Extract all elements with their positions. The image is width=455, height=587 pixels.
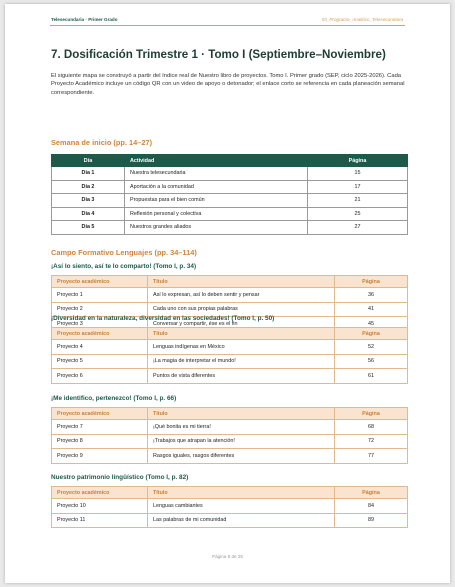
project-group-heading: Nuestro patrimonio lingüístico (Tomo I, p. 82) <box>51 474 189 481</box>
day-cell: Día 4 <box>52 207 125 221</box>
table-row <box>52 221 408 235</box>
project-cell: Proyecto 11 <box>52 513 148 528</box>
intro-paragraph: El siguiente mapa se construyó a partir del índice real de Nuestro libro de proyectos. Tomo I. Primer grado (SEP, ciclo 2025-2026). Cada Proyecto Académico incluye un código QR con un video de apoyo o detonador; el enlace corto se referencia en cada planeación semanal correspondiente. <box>51 73 405 96</box>
table-row <box>52 167 408 181</box>
header-rule <box>50 25 405 26</box>
project-group-heading: ¡Me identifico, pertenezco! (Tomo I, p. 66) <box>51 395 177 402</box>
page-cell: 25 <box>308 207 408 221</box>
project-cell: Proyecto 7 <box>52 420 148 435</box>
title-cell: ¡Trabajos que atrapan la atención! <box>148 434 335 449</box>
column-header-pagina: Página <box>335 328 408 340</box>
day-cell: Día 2 <box>52 180 125 194</box>
day-cell: Día 3 <box>52 194 125 208</box>
title-cell: Lenguas indígenas en México <box>148 340 335 355</box>
table-row <box>52 354 408 369</box>
column-header-pagina: Página <box>308 155 408 167</box>
table-row <box>52 513 408 528</box>
activity-cell: Nuestra telesecundaria <box>125 167 308 181</box>
page-cell: 68 <box>335 420 408 435</box>
column-header-proyecto: Proyecto académico <box>52 276 148 288</box>
title-cell: Lenguas cambiantes <box>148 499 335 514</box>
project-table <box>51 486 408 528</box>
activity-cell: Nuestros grandes aliados <box>125 221 308 235</box>
day-cell: Día 1 <box>52 167 125 181</box>
column-header-dia: Día <box>52 155 125 167</box>
column-header-titulo: Título <box>148 276 335 288</box>
page-cell: 21 <box>308 194 408 208</box>
page-cell: 15 <box>308 167 408 181</box>
title-cell: Cada uno con sus propias palabras <box>148 302 335 317</box>
week-section-heading: Semana de inicio (pp. 14–27) <box>51 138 153 147</box>
column-header-pagina: Página <box>335 487 408 499</box>
page-cell: 27 <box>308 221 408 235</box>
page-cell: 72 <box>335 434 408 449</box>
table-row <box>52 180 408 194</box>
project-table <box>51 275 408 332</box>
project-group-heading: ¡Así lo siento, así te lo comparto! (Tomo I, p. 34) <box>51 263 197 270</box>
column-header-pagina: Página <box>335 408 408 420</box>
column-header-proyecto: Proyecto académico <box>52 487 148 499</box>
page-cell: 84 <box>335 499 408 514</box>
activity-cell: Aportación a la comunidad <box>125 180 308 194</box>
project-table <box>51 407 408 464</box>
table-row <box>52 207 408 221</box>
title-cell: Conversar y compartir, ése es el fin <box>148 317 335 332</box>
page-cell: 52 <box>335 340 408 355</box>
table-row <box>52 449 408 464</box>
table-row <box>52 434 408 449</box>
running-header-left: Telesecundaria · Primer Grado <box>51 17 118 22</box>
title-cell: Así lo expresan, así lo deben sentir y pensar <box>148 288 335 303</box>
project-cell: Proyecto 6 <box>52 369 148 384</box>
title-cell: Las palabras de mi comunidad <box>148 513 335 528</box>
column-header-titulo: Título <box>148 328 335 340</box>
week-table-header-row <box>52 155 408 167</box>
table-row <box>52 340 408 355</box>
title-cell: Rasgos iguales, rasgos diferentes <box>148 449 335 464</box>
project-cell: Proyecto 8 <box>52 434 148 449</box>
project-cell: Proyecto 4 <box>52 340 148 355</box>
project-table-header-row <box>52 328 408 340</box>
title-cell: Puntos de vista diferentes <box>148 369 335 384</box>
document-page <box>5 4 450 583</box>
activity-cell: Propuestas para el bien común <box>125 194 308 208</box>
project-table-header-row <box>52 487 408 499</box>
page-cell: 56 <box>335 354 408 369</box>
table-row <box>52 499 408 514</box>
page-cell: 36 <box>335 288 408 303</box>
title-cell: ¡La magia de interpretar el mundo! <box>148 354 335 369</box>
page-footer: Página 8 de 25 <box>212 554 243 559</box>
column-header-titulo: Título <box>148 487 335 499</box>
project-cell: Proyecto 2 <box>52 302 148 317</box>
project-cell: Proyecto 1 <box>52 288 148 303</box>
table-row <box>52 288 408 303</box>
column-header-pagina: Página <box>335 276 408 288</box>
project-group-heading: ¡Diversidad en la naturaleza, diversidad en las sociedades! (Tomo I, p. 50) <box>51 315 275 322</box>
running-header-right: 03_Programa_Analitico_Telesecundaria <box>321 17 403 22</box>
project-table <box>51 327 408 384</box>
campo-section-heading: Campo Formativo Lenguajes (pp. 34–114) <box>51 248 197 257</box>
project-cell: Proyecto 10 <box>52 499 148 514</box>
table-row <box>52 420 408 435</box>
column-header-proyecto: Proyecto académico <box>52 408 148 420</box>
page-cell: 77 <box>335 449 408 464</box>
table-row <box>52 194 408 208</box>
project-table-header-row <box>52 408 408 420</box>
column-header-actividad: Actividad <box>125 155 308 167</box>
project-cell: Proyecto 3 <box>52 317 148 332</box>
project-cell: Proyecto 5 <box>52 354 148 369</box>
page-cell: 17 <box>308 180 408 194</box>
week-table <box>51 154 408 235</box>
project-cell: Proyecto 9 <box>52 449 148 464</box>
activity-cell: Reflexión personal y colectiva <box>125 207 308 221</box>
page-cell: 45 <box>335 317 408 332</box>
column-header-proyecto: Proyecto académico <box>52 328 148 340</box>
table-row <box>52 369 408 384</box>
page-cell: 61 <box>335 369 408 384</box>
title-cell: ¡Qué bonita es mi tierra! <box>148 420 335 435</box>
page-title: 7. Dosificación Trimestre 1 · Tomo I (Septiembre–Noviembre) <box>51 48 386 61</box>
page-cell: 41 <box>335 302 408 317</box>
day-cell: Día 5 <box>52 221 125 235</box>
column-header-titulo: Título <box>148 408 335 420</box>
project-table-header-row <box>52 276 408 288</box>
page-cell: 89 <box>335 513 408 528</box>
